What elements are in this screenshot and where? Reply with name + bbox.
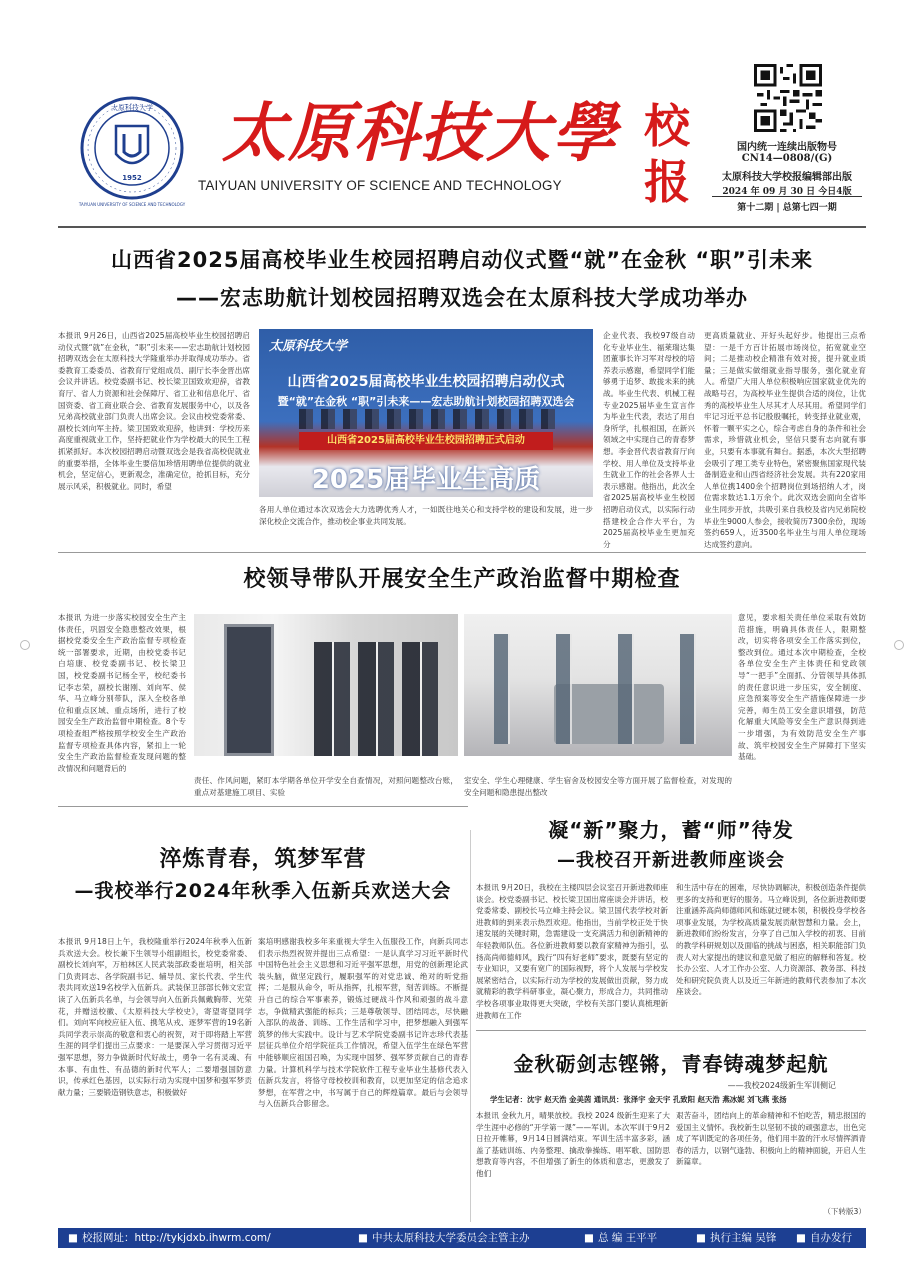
article5-col2: 艰苦奋斗，团结向上的革命精神和不怕吃苦，精忠报国的爱国主义情怀。我校新生以坚韧不拔的顽强意志，出色完成了军训既定的各项任务，他们用丰盈的汗水尽情挥洒青春的活力，以钢气逢勃、积极向上的精神面貌，开启人生新篇章。 xyxy=(676,1111,866,1167)
paper-badge-top: 校 xyxy=(644,99,690,153)
pub-line3: 太原科技大学校报编辑部出版 xyxy=(722,172,852,183)
footer-site[interactable]: 校报网址：http://tykjdxb.ihwrm.com/ xyxy=(82,1232,271,1244)
article2-col4: 意见，要求相关责任单位采取有效防范措施，明确具体责任人，限期整改，切实将各项安全工作落实到位，整改到位。通过本次中期检查，全校各单位安全生产主体责任和党政领导“一把手”全面抓、分管领导具体抓的责任意识进一步压实，安全制度、应急预案等安全生产措施保障进一步完善，师生员工安全意识增强，防范化解重大风险等安全生产意识得到进一步增强，为有效防范安全生产事故、筑牢校园安全生产屏障打下坚实基础。 xyxy=(738,613,866,762)
footer-bar xyxy=(58,1228,866,1248)
article2-col2: 责任、作风问题，紧盯本学期各单位开学安全自查情况，对照问题整改台账，重点对基建施工项目、实验 xyxy=(194,776,458,797)
fold-mark-right xyxy=(894,640,904,650)
paper-badge-bottom: 报 xyxy=(644,155,690,209)
paper-badge xyxy=(640,90,700,209)
footer-exec-editor: 执行主编 吴锋 xyxy=(710,1232,777,1244)
footer-editor: 总 编 王平平 xyxy=(598,1232,658,1244)
article1-col2: 各用人单位通过本次双选会大力选聘优秀人才，一如既往地关心和支持学校的建设和发展，进一步深化校企交流合作，推动校企事业共同发展。 xyxy=(259,505,593,526)
photo-door xyxy=(224,624,274,756)
photo-stage-people xyxy=(299,409,559,429)
article1-col1: 本报讯 9月26日，山西省2025届高校毕业生校园招聘启动仪式暨“就”在金秋，“职”引未来——宏志助航计划校园招聘双选会在太原科技大学隆重举办并取得成功举办。省委教育工委委员、省教育厅党组成员、副厅长李金晋出席会议并讲话。校党委副书记、校长梁卫国致欢迎辞，省教育厅、省人力资源和社会保障厅、省工业和信息化厅、省国资委、省工商业联合会、省教育发展服务中心，以及各兄弟高校就业部门负责人出席会议。会议由校党委常委、副校长刘向军主持。梁卫国致欢迎辞，他讲到：学校历来高度重视就业工作，坚持把就业作为学校最大的民生工程抓紧抓好。本次校园招聘启动暨双选会是我省高校促就业的重要举措，全体毕业生要倍加珍惜用聘单位提供的就业机会，坚定信心，更新观念，准确定位，抢抓目标，充分展示风采，积极就业。同时，希望 xyxy=(58,331,250,491)
article4-col1: 本报讯 9月20日，我校在主楼四层会议室召开新进教师座谈会。校党委副书记、校长梁卫国出席座谈会并讲话，校党委常委、副校长马立峰主持会议。梁卫国代表学校对新进教师的到来表示热烈欢迎。他指出，当前学校正处于快速发展的关键时期，急需建设一支充满活力和创新精神的年轻教师队伍。各位新进教师要以教育家精神为指引，弘扬高尚师德师风，践行“四有好老师”要求，既要有坚定的专业知识，又要有宽广的国际视野，将个人发展与学校发展紧密结合，以实际行动为学校的发展做出贡献，努力成就精彩的教学科研事业，凝心聚力，形成合力，共同推动学校各项事业取得更大突破，学校有关部门要认真梳理新进教师在工作 xyxy=(476,883,668,1020)
footer-sponsor-bullet: ■ xyxy=(358,1232,368,1244)
seal-text: 太原科技大学 xyxy=(111,104,153,112)
pub-box-line xyxy=(712,196,862,197)
article1-divider xyxy=(58,552,866,553)
school-name-cn: 太原科技大學 xyxy=(222,96,618,171)
article4-title-line2: —我校召开新进教师座谈会 xyxy=(557,850,785,871)
article1-title-line1: 山西省2025届高校毕业生校园招聘启动仪式暨“就”在金秋 “职”引未来 xyxy=(111,248,813,272)
article5-subtitle: ——我校2024级新生军训侧记 xyxy=(727,1081,836,1090)
article3-col2: 案培明感谢我校多年来重视大学生入伍服役工作，向新兵同志们表示热烈祝贺并提出三点希望：一是认真学习习近平新时代中国特色社会主义思想和习近平强军思想，用党的创新理论武装头脑，做坚定践行，履职强军的对党忠诚、绝对的听党指挥；二是服从命令，听从指挥，扎根军营，刻苦训练。不断提升自己的综合军事素养，锻炼过硬战斗作风和顽强的战斗意志，争做精武强能的标兵；三是尊敬领导、团结同志，尽快融入部队的战备、训练、工作生活和学习中，把梦想融入到强军筑梦的伟大实践中。设计与艺术学院党委副书记许志珍代表基层征兵单位介绍学院征兵工作情况，希望入伍学生在绿色军营中能够顺应祖国召唤，为实现中国梦、强军梦贡献自己的青春力量。计算机科学与技术学院软件工程专业毕业生基修代表入伍新兵发言，将恪守母校校训和教育，以更加坚定的信念追求梦想，在军营之中，书写属于自己的辉煌篇章。最后与会领导与入伍新兵合影留念。 xyxy=(258,937,468,1109)
article3-title-line2: —我校举行2024年秋季入伍新兵欢送大会 xyxy=(74,880,452,902)
qr-code-icon[interactable] xyxy=(754,64,822,132)
column-separator xyxy=(470,830,471,1222)
article5-reporters: 学生记者：沈宇 赵天浩 金美茵 通讯员：张泽宇 金天宇 孔致阳 赵天浩 燕冰妮 刘飞燕 张扬 xyxy=(490,1095,787,1104)
article5-continued: （下转版3） xyxy=(823,1207,866,1216)
fold-mark-left xyxy=(20,640,30,650)
photo-people xyxy=(314,642,444,756)
pub-line1: 国内统一连续出版物号 xyxy=(737,142,837,153)
article4-col2: 和生活中存在的困难，尽快协调解决，积极创造条件提供更多的支持和更好的服务。马立峰说到，各位新进教师要注重涵养高尚师德师风和练就过硬本领，积极投身学校各项事业发展，为学校高质量发展贡献智慧和力量。会上，新进教师们纷纷发言，分享了自己加入学校的初衷、目前的教学科研规划以及面临的挑战与困惑，相关职能部门负责人对大家提出的建议和意见做了相应的解释和答复。校长办公室、人才工作办公室、人力资源部、教务部、科技处和研究院负责人以及近三年新进的教师代表参加了本次座谈会。 xyxy=(676,883,866,997)
photo-red-strip: 山西省2025届高校毕业生校园招聘正式启动 xyxy=(299,432,553,450)
footer-site-bullet: ■ xyxy=(68,1232,78,1244)
article2-title: 校领导带队开展安全生产政治监督中期检查 xyxy=(243,567,681,592)
article1-photo xyxy=(259,329,593,497)
footer-exec-bullet: ■ xyxy=(696,1232,706,1244)
article2-divider xyxy=(58,806,468,807)
article2-col1: 本报讯 为进一步落实校园安全生产主体责任，巩固安全隐患整改效果，根据校党委安全生产政治监督专项检查统一部署要求，近期，由校党委书记白培康、校党委副书记、校长梁卫国，校党委副书记杨全平，校纪委书记李志荣，副校长谢刚、刘向军、侯华、马立峰分别带队，深入全校各单位和重点区域、重点场所，进行了校园安全生产政治监督中期检查。8个专项检查组严格按照学校安全生产政治监督专项检查具体内容，紧扣上一轮安全生产政治监督检查发现问题的整改情况和问题背后的 xyxy=(58,613,186,773)
article4-title-line1: 凝“新”聚力，蓄“师”待发 xyxy=(548,818,794,842)
masthead-divider xyxy=(58,226,866,228)
pub-date: 2024 年 09 月 30 日 今日4版 xyxy=(722,187,852,197)
footer-sponsor: 中共太原科技大学委员会主管主办 xyxy=(372,1232,530,1244)
footer-dist-bullet: ■ xyxy=(796,1232,806,1244)
school-name-en: TAIYUAN UNIVERSITY OF SCIENCE AND TECHNOLOGY xyxy=(198,178,562,193)
photo-lab-people xyxy=(474,634,724,744)
photo-bottom-text: 2025届毕业生高质 xyxy=(311,465,541,495)
article5-title: 金秋砺剑志铿锵，青春铸魂梦起航 xyxy=(513,1052,829,1076)
photo-banner-line2: 暨“就”在金秋 “职”引未来——宏志助航计划校园招聘双选会 xyxy=(277,395,575,408)
article5-col1: 本报讯 金秋九月，晴果放校。我校 2024 级新生迎来了大学生涯中必修的“开学第一课”——军训。本次军训于9月2日拉开帷幕，9月14日圆满结束。军训生活丰富多彩，涵盖了基础训练、内务整理、擒敌拳操练、唱军歌、国防思想教育等内容，不但增强了新生的体质和意志，更激发了他们 xyxy=(476,1111,670,1178)
footer-distribution: 自办发行 xyxy=(810,1232,852,1244)
pub-line2: CN14—0808/(G) xyxy=(741,153,833,164)
masthead xyxy=(0,0,924,228)
article2-photo-right xyxy=(464,614,732,756)
seal-year: 1952 xyxy=(122,174,142,182)
article1-col3: 企业代表、我校97级自动化专业毕业生、福莱瑞达集团董事长许习军对母校的培养表示感谢，希望同学们能够勇于追梦、敢拢未来的挑战。毕业生代表、机械工程专业2025届毕业生宣言作为毕业生代表，表达了用自身所学，扎根祖国，在新兴领域之中实现自己的青春梦想。李金晋代表省教育厅向学校、用人单位及支持毕业生就业工作的社会各界人士表示感谢。他指出，此次全省2025届高校毕业生校园招聘启动仪式，以实际行动搭建校企合作大平台，为2025届高校毕业生更加充分 xyxy=(603,331,695,549)
pub-issue: 第十二期 | 总第七四一期 xyxy=(737,203,837,213)
article2-photo-left xyxy=(194,614,458,756)
article3-col1: 本报讯 9月18日上午，我校隆重举行2024年秋季入伍新兵欢送大会。校长兼下生领导小组副组长，校党委常委、副校长刘向军，万柏林区人民武装部政委崔培明，相关部门负责同志、各学院副书记、辅导员、家长代表、学生代表共同欢送19名校学入伍新兵。武装保卫部部长韩文宏宣读了入伍新兵名单，与会领导向入伍新兵佩戴胸带、光荣花，并赠送校徽、《太原科技大学校史》，寄望寄望同学们。刘向军向校应征入伍、携笔从戎、逐梦军营的19名新兵同学表示崇高的敬意和衷心的祝贺，对于即将踏上军营生涯的同学们提出三点要求：一是要深入学习贯彻习近平强军思想，努力争做新时代好战士，勇争一名有灵魂、有本事、有血性、有品德的新时代军人；二要增强国防意识，传承红色基因，以实际行动为实现中国梦和强军梦贡献力量；三要锻造钢铁意志，积极做好 xyxy=(58,937,252,1097)
article4-divider xyxy=(476,1030,866,1031)
article3-title-line1: 淬炼青春，筑梦军营 xyxy=(159,847,367,872)
footer-editor-bullet: ■ xyxy=(584,1232,594,1244)
article2-col3: 室安全、学生心理健康、学生宿舍及校园安全等方面开展了监督检查，对发现的安全问题和隐患提出整改 xyxy=(464,776,732,797)
photo-banner-line1: 山西省2025届高校毕业生校园招聘启动仪式 xyxy=(287,374,565,390)
article1-title-line2: ——宏志助航计划校园招聘双选会在太原科技大学成功举办 xyxy=(176,286,748,310)
seal-ring-en: TAIYUAN UNIVERSITY OF SCIENCE AND TECHNOLOGY xyxy=(78,202,186,207)
article1-col4: 更高质量就业、开好头起好步。他提出三点希望：一是千方百计拓展市场岗位，拓宽就业空间；二是推动校企精准有效对接，提升就业质量；三是做实做细就业指导服务，强化就业育人。希望广大用人单位积极响应国家就业优先的战略号召，为高校毕业生提供合适的岗位，让优秀的高校毕业生人尽其才人尽其用。希望同学们牢记习近平总书记殷殷嘱托，转变择业就业观，怀着一颗平实之心，综合考虑自身的条件和社会需求，珍惜就业机会，坚信只要有志向就有事业，只要有本事就有舞台。据悉，本次大型招聘会吸引了理工类专业特色，紧密聚焦国家现代装备制造业和山西省经济社会发展。共有220家用人单位携1400余个招聘岗位到场招纳人才，岗位需求数达1.1万余个。此次双选会面向全省毕业生同步开放，共吸引来自我校及省内兄弟院校毕业生9000人参会，接收简历7300余份，现场签约659人，近3500名毕业生与用人单位现场达成签约意向。 xyxy=(704,331,866,549)
photo-logo-text: 太原科技大学 xyxy=(269,339,348,354)
